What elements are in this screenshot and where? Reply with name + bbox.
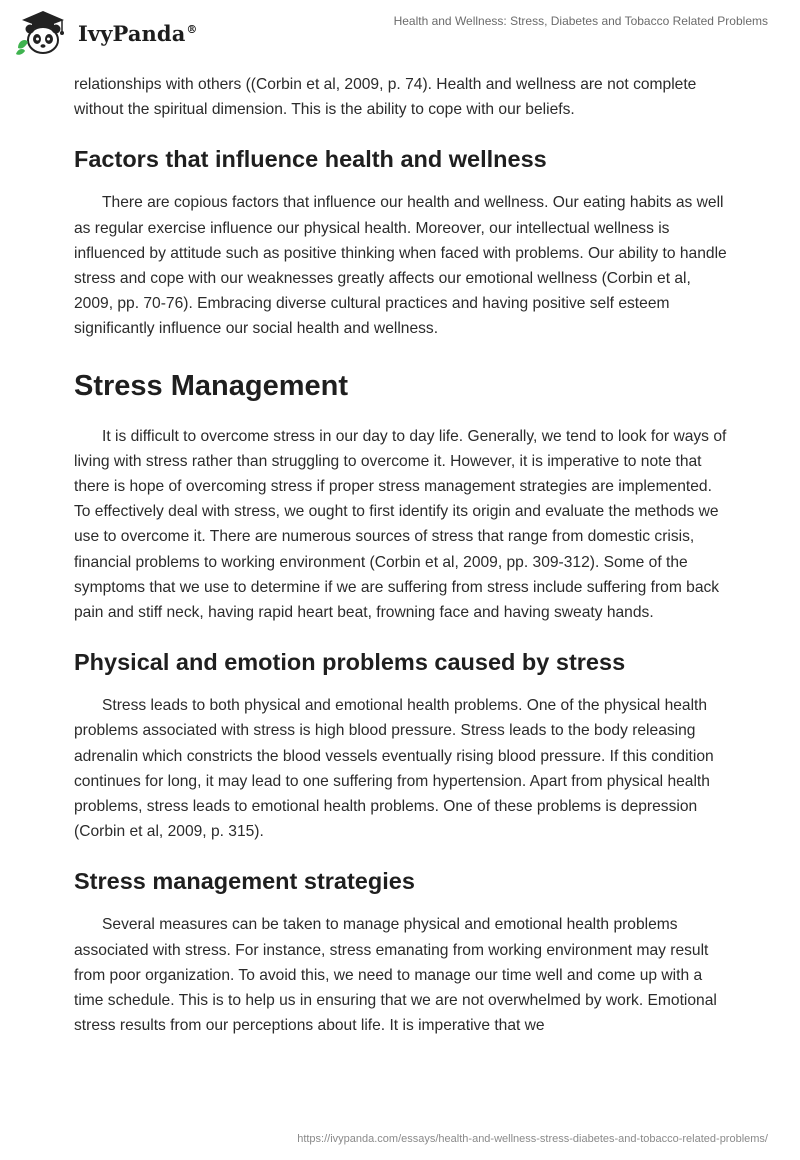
- section-paragraph-strategies: Several measures can be taken to manage physical and emotional health problems associated with stress. For instance, stress emanating from working environment may result from poor organization. To avoid this, we need to manage our time well and come up with a time schedule. This is to help us in ensuring that we are not overwhelmed by work. Emotional stress results from our perceptions about life. It is imperative that we: [74, 916, 717, 1035]
- section-heading-stress-management: Stress Management: [74, 369, 348, 402]
- section-heading-factors: Factors that influence health and wellness: [74, 146, 547, 173]
- section-paragraph-factors: There are copious factors that influence our health and wellness. Our eating habits as well as regular exercise influence our physical health. Moreover, our intellectual wellness is influenced by attitude such as positive thinking when faced with problems. Our ability to handle stress and cope with our weaknesses greatly affects our emotional wellness (Corbin et al, 2009, pp. 70-76). Embracing diverse cultural practices and having positive self esteem significantly influence our social health and wellness.: [74, 194, 727, 338]
- intro-paragraph: relationships with others ((Corbin et al, 2009, p. 74). Health and wellness are not complete without the spiritual dimension. This is the ability to cope with our beliefs.: [74, 76, 697, 119]
- section-heading-physical-emotion: Physical and emotion problems caused by stress: [74, 649, 626, 676]
- page-header: [0, 0, 800, 70]
- document-title: Health and Wellness: Stress, Diabetes and Tobacco Related Problems: [393, 14, 768, 28]
- panda-logo-icon: [14, 8, 72, 58]
- ivypanda-logo[interactable]: [14, 8, 198, 58]
- section-paragraph-physical-emotion: Stress leads to both physical and emotional health problems. One of the physical health problems associated with stress is high blood pressure. Stress leads to the body releasing adrenalin which constricts the blood vessels eventually rising blood pressure. If this condition continues for long, it may lead to one suffering from hypertension. Apart from physical health problems, stress leads to emotional health problems. One of these problems is depression (Corbin et al, 2009, p. 315).: [74, 697, 714, 841]
- source-url-link[interactable]: https://ivypanda.com/essays/health-and-wellness-stress-diabetes-and-tobacco-related-problems/: [297, 1133, 768, 1145]
- essay-content: [74, 72, 730, 1038]
- section-paragraph-stress-management: It is difficult to overcome stress in our day to day life. Generally, we tend to look for ways of living with stress rather than struggling to overcome it. However, it is imperative to note that there is hope of overcoming stress if proper stress management strategies are implemented. To effectively deal with stress, we ought to first identify its origin and evaluate the methods we use to overcome it. There are numerous sources of stress that range from domestic crisis, financial problems to working environment (Corbin et al, 2009, pp. 309-312). Some of the symptoms that we use to determine if we are suffering from stress include suffering from back pain and stiff neck, having rapid heart beat, frowning face and having sweaty hands.: [74, 427, 727, 622]
- brand-name: IvyPanda®: [78, 20, 198, 46]
- section-heading-strategies: Stress management strategies: [74, 868, 415, 895]
